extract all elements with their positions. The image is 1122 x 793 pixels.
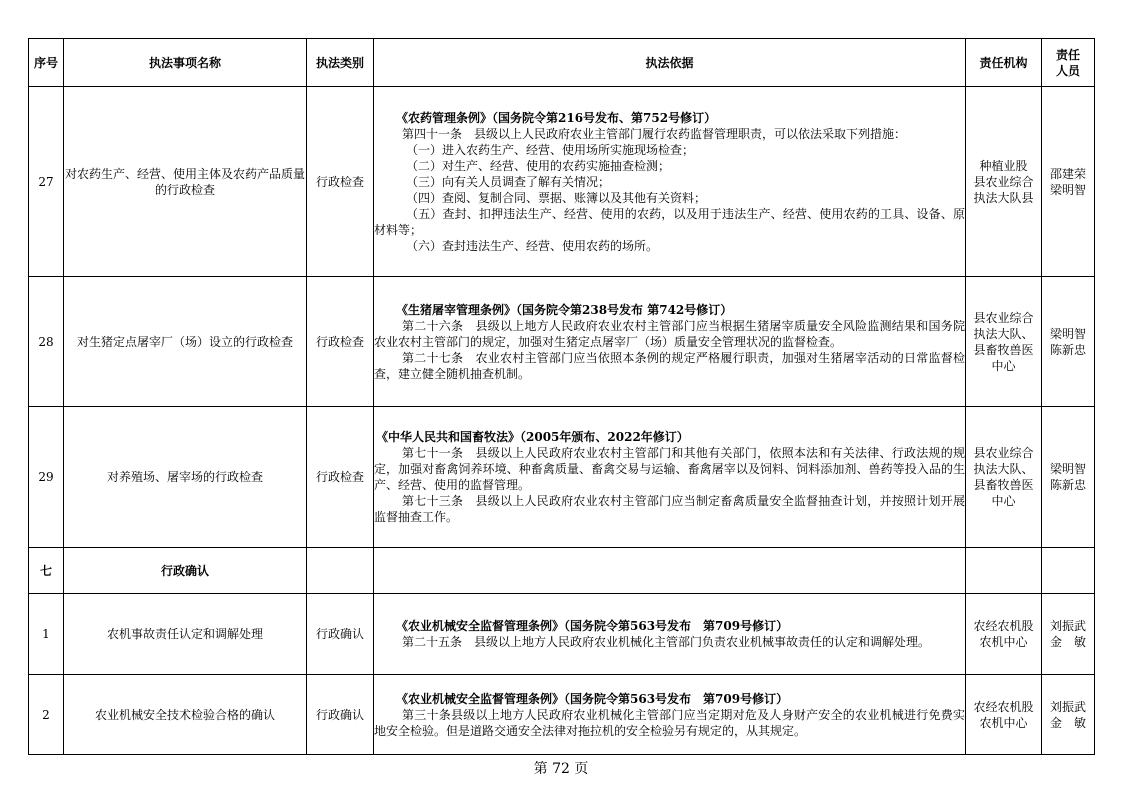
row-basis: [374, 594, 966, 675]
article-item: （一）进入农药生产、经营、使用场所实施现场检查；: [406, 142, 695, 157]
row-org: [966, 87, 1042, 277]
org-line: 县畜牧兽医: [973, 342, 1034, 357]
row-no: 29: [29, 407, 64, 548]
article-text: 第二十七条 农业农村主管部门应当依照本条例的规定严格履行职责，加强对生猪屠宰活动的日常监督检查，建立健全随机抽查机制。: [374, 350, 965, 381]
org-line: 县农业综合: [973, 446, 1034, 460]
org-line: 县农业综合: [973, 310, 1034, 325]
person-line: 梁明智: [1049, 462, 1086, 476]
row-org: [966, 675, 1042, 755]
row-category: 行政检查: [307, 277, 374, 407]
person-line: 陈新忠: [1049, 342, 1086, 357]
row-basis: [374, 87, 966, 277]
row-person: [1042, 407, 1095, 548]
section-empty-cell: [966, 548, 1042, 594]
row-name: 对生猪定点屠宰厂（场）设立的行政检查: [64, 277, 307, 407]
table-header-row: [29, 39, 1095, 87]
person-line: 梁明智: [1049, 182, 1086, 197]
section-empty-cell: [374, 548, 966, 594]
row-name: 农机事故责任认定和调解处理: [64, 594, 307, 675]
person-line: 陈新忠: [1049, 478, 1086, 492]
header-no: 序号: [29, 39, 64, 87]
article-item: （五）查封、扣押违法生产、经营、使用的农药，以及用于违法生产、经营、使用农药的工具、设备、原材料等；: [374, 206, 965, 237]
page-number: 第 72 页: [533, 761, 589, 777]
org-line: 农经农机股: [973, 699, 1034, 714]
table-row: [29, 277, 1095, 407]
row-person: [1042, 277, 1095, 407]
article-text: 第七十一条 县级以上人民政府农业农村主管部门和其他有关部门，依照本法和有关法律、行政法规的规定，加强对畜禽饲养环境、种畜禽质量、畜禽交易与运输、畜禽屠宰以及饲料、饲料添加剂、兽药等投入品的生产、经营、使用的监督管理。: [374, 446, 965, 492]
section-empty-cell: [307, 548, 374, 594]
header-person-line1: 责任: [1055, 47, 1080, 62]
org-line: 中心: [991, 358, 1016, 373]
org-line: 农机中心: [979, 715, 1028, 730]
table-row: [29, 675, 1095, 755]
row-org: [966, 594, 1042, 675]
article-text: 第四十一条 县级以上人民政府农业主管部门履行农药监督管理职责，可以依法采取下列措施：: [402, 126, 907, 141]
org-line: 农机中心: [979, 635, 1028, 649]
org-line: 执法大队县: [973, 190, 1034, 205]
person-line: 刘振武: [1049, 619, 1086, 633]
row-basis: [374, 277, 966, 407]
section-no: 七: [29, 548, 64, 594]
table-row: [29, 407, 1095, 548]
row-org: [966, 277, 1042, 407]
article-item: （四）查阅、复制合同、票据、账簿以及其他有关资料；: [406, 190, 707, 205]
law-title: 《中华人民共和国畜牧法》（2005年颁布、2022年修订）: [376, 430, 689, 444]
article-text: 第二十五条 县级以上地方人民政府农业机械化主管部门负责农业机械事故责任的认定和调解处理。: [402, 635, 931, 649]
row-category: 行政检查: [307, 87, 374, 277]
article-item: （六）查封违法生产、经营、使用农药的场所。: [406, 238, 659, 253]
law-title: 《生猪屠宰管理条例》（国务院令第238号发布 第742号修订）: [396, 302, 733, 317]
header-org: 责任机构: [966, 39, 1042, 87]
org-line: 县畜牧兽医: [973, 478, 1034, 492]
row-person: [1042, 594, 1095, 675]
header-person-line2: 人员: [1055, 63, 1080, 78]
row-basis: [374, 407, 966, 548]
org-line: 执法大队、: [973, 326, 1034, 341]
row-org: [966, 407, 1042, 548]
article-text: 第三十条县级以上地方人民政府农业机械化主管部门应当定期对危及人身财产安全的农业机械进行免费实地安全检验。但是道路交通安全法律对拖拉机的安全检验另有规定的，从其规定。: [374, 707, 965, 738]
table-row: [29, 87, 1095, 277]
law-title: 《农业机械安全监督管理条例》（国务院令第563号发布 第709号修订）: [396, 619, 789, 633]
article-item: （二）对生产、经营、使用的农药实施抽查检测；: [406, 158, 671, 173]
article-text: 第二十六条 县级以上地方人民政府农业农村主管部门应当根据生猪屠宰质量安全风险监测结果和国务院农业农村主管部门的规定，加强对生猪定点屠宰厂（场）质量安全管理状况的监督检查。: [374, 318, 965, 349]
law-title: 《农药管理条例》（国务院令第216号发布、第752号修订）: [396, 110, 717, 125]
person-line: 梁明智: [1049, 326, 1086, 341]
table-row: [29, 594, 1095, 675]
header-category: 执法类别: [307, 39, 374, 87]
row-no: 1: [29, 594, 64, 675]
section-name: 行政确认: [64, 548, 307, 594]
row-name: 对农药生产、经营、使用主体及农药产品质量的行政检查: [64, 87, 307, 277]
person-line: 邵建荣: [1049, 166, 1086, 181]
row-basis: [374, 675, 966, 755]
row-category: 行政确认: [307, 675, 374, 755]
section-row: [29, 548, 1095, 594]
enforcement-table: [28, 38, 1095, 755]
row-no: 2: [29, 675, 64, 755]
person-line: 刘振武: [1049, 699, 1086, 714]
org-line: 种植业股: [979, 158, 1028, 173]
row-category: 行政检查: [307, 407, 374, 548]
section-empty-cell: [1042, 548, 1095, 594]
row-name: 农业机械安全技术检验合格的确认: [64, 675, 307, 755]
law-title: 《农业机械安全监督管理条例》（国务院令第563号发布 第709号修订）: [396, 691, 789, 706]
article-item: （三）向有关人员调查了解有关情况；: [406, 174, 611, 189]
org-line: 农经农机股: [973, 619, 1034, 633]
row-no: 27: [29, 87, 64, 277]
row-name: 对养殖场、屠宰场的行政检查: [64, 407, 307, 548]
header-person: [1042, 39, 1095, 87]
org-line: 中心: [991, 494, 1016, 508]
row-person: [1042, 675, 1095, 755]
row-category: 行政确认: [307, 594, 374, 675]
org-line: 执法大队、: [973, 462, 1034, 476]
header-basis: 执法依据: [374, 39, 966, 87]
row-person: [1042, 87, 1095, 277]
header-name: 执法事项名称: [64, 39, 307, 87]
person-line: 金 敏: [1049, 635, 1086, 649]
row-no: 28: [29, 277, 64, 407]
article-text: 第七十三条 县级以上人民政府农业农村主管部门应当制定畜禽质量安全监督抽查计划，并按照计划开展监督抽查工作。: [374, 494, 965, 524]
person-line: 金 敏: [1049, 715, 1086, 730]
org-line: 县农业综合: [973, 174, 1034, 189]
